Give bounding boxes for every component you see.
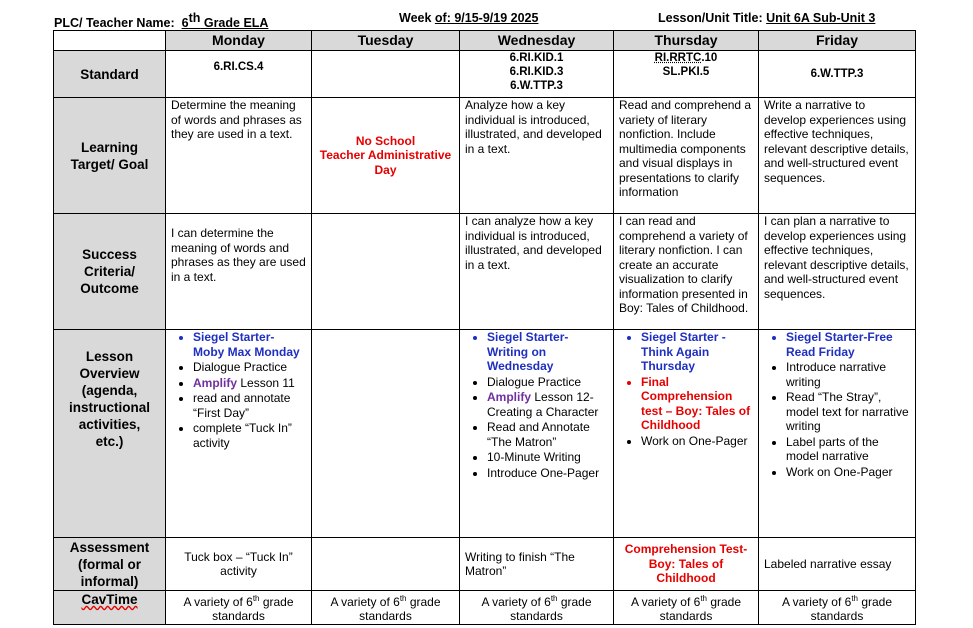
assessment-monday: Tuck box – “Tuck In” activity: [166, 538, 312, 591]
target-tuesday: No School Teacher Administrative Day: [312, 98, 460, 214]
list-item: • Introduce narrative writing: [786, 360, 910, 389]
week-of-line: Week of: 9/15-9/19 2025: [399, 11, 539, 25]
cavtime-label: CavTime: [54, 591, 166, 625]
standard-wednesday: 6.RI.KID.1 6.RI.KID.3 6.W.TTP.3: [460, 51, 614, 98]
success-criteria-label: Success Criteria/ Outcome: [54, 214, 166, 330]
plc-teacher-line: PLC/ Teacher Name: 6th Grade ELA: [54, 11, 269, 31]
success-friday: I can plan a narrative to develop experiences using effective techniques, relevant descriptive details, and well-structured event sequences.: [759, 214, 916, 330]
target-wednesday: Analyze how a key individual is introduced, illustrated, and developed in a text.: [460, 98, 614, 214]
standard-friday: 6.W.TTP.3: [759, 51, 916, 98]
cavtime-friday: A variety of 6th grade standards: [759, 591, 916, 625]
document-header: [0, 0, 973, 31]
assessment-thursday: Comprehension Test- Boy: Tales of Childhood: [614, 538, 759, 591]
learning-target-label: Learning Target/ Goal: [54, 98, 166, 214]
list-item: • Amplify Lesson 12- Creating a Character: [487, 390, 608, 419]
assessment-tuesday: [312, 538, 460, 591]
success-tuesday: [312, 214, 460, 330]
overview-friday: [759, 330, 916, 538]
standard-monday: 6.RI.CS.4: [166, 51, 312, 98]
list-item: • 10-Minute Writing: [487, 450, 608, 465]
success-thursday: I can read and comprehend a variety of literary nonfiction. I can create an accurate visualization to clarify information presented in Boy: Tales of Childhood.: [614, 214, 759, 330]
day-tuesday: Tuesday: [312, 31, 460, 51]
lesson-unit-title: Lesson/Unit Title: Unit 6A Sub-Unit 3: [658, 11, 876, 25]
target-thursday: Read and comprehend a variety of literary nonfiction. Include multimedia components and visual displays in presentations to clarify information: [614, 98, 759, 214]
list-item: • Read and Annotate “The Matron”: [487, 420, 608, 449]
learning-target-row: [54, 98, 916, 214]
cavtime-thursday: A variety of 6th grade standards: [614, 591, 759, 625]
list-item: • Dialogue Practice: [193, 360, 306, 375]
standard-row: [54, 51, 916, 98]
assessment-friday: Labeled narrative essay: [759, 538, 916, 591]
list-item: • complete “Tuck In” activity: [193, 421, 306, 450]
list-item: • Label parts of the model narrative: [786, 435, 910, 464]
standard-label: Standard: [54, 51, 166, 98]
target-monday: Determine the meaning of words and phrases as they are used in a text.: [166, 98, 312, 214]
assessment-label: Assessment (formal or informal): [54, 538, 166, 591]
overview-wednesday: [460, 330, 614, 538]
list-item: • Introduce One-Pager: [487, 466, 608, 481]
standard-thursday: RI.RRTC.10 SL.PKI.5: [614, 51, 759, 98]
standard-tuesday: [312, 51, 460, 98]
success-criteria-row: [54, 214, 916, 330]
list-item: • Siegel Starter - Think Again Thursday: [641, 330, 753, 374]
day-friday: Friday: [759, 31, 916, 51]
overview-thursday: [614, 330, 759, 538]
success-monday: I can determine the meaning of words and phrases as they are used in a text.: [166, 214, 312, 330]
overview-monday: [166, 330, 312, 538]
list-item: • Siegel Starter-Free Read Friday: [786, 330, 910, 359]
day-wednesday: Wednesday: [460, 31, 614, 51]
list-item: • Siegel Starter- Writing on Wednesday: [487, 330, 608, 374]
days-header-row: [54, 31, 916, 51]
lesson-overview-label: Lesson Overview (agenda, instructional activities, etc.): [54, 330, 166, 538]
list-item: • Amplify Lesson 11: [193, 376, 306, 391]
cavtime-row: [54, 591, 916, 625]
lesson-plan-table: [53, 30, 916, 625]
list-item: • Read “The Stray”, model text for narrative writing: [786, 390, 910, 434]
corner-cell: [54, 31, 166, 51]
overview-tuesday: [312, 330, 460, 538]
list-item: • Work on One-Pager: [641, 434, 753, 449]
assessment-wednesday: Writing to finish “The Matron”: [460, 538, 614, 591]
cavtime-wednesday: A variety of 6th grade standards: [460, 591, 614, 625]
list-item: • read and annotate “First Day”: [193, 391, 306, 420]
cavtime-tuesday: A variety of 6th grade standards: [312, 591, 460, 625]
assessment-row: [54, 538, 916, 591]
list-item: • Final Comprehension test – Boy: Tales of Childhood: [641, 375, 753, 433]
day-thursday: Thursday: [614, 31, 759, 51]
grade-title: 6th Grade ELA: [181, 11, 269, 31]
lesson-overview-row: [54, 330, 916, 538]
success-wednesday: I can analyze how a key individual is introduced, illustrated, and developed in a text.: [460, 214, 614, 330]
day-monday: Monday: [166, 31, 312, 51]
cavtime-monday: A variety of 6th grade standards: [166, 591, 312, 625]
target-friday: Write a narrative to develop experiences using effective techniques, relevant descriptive details, and well-structured event sequences.: [759, 98, 916, 214]
list-item: • Siegel Starter- Moby Max Monday: [193, 330, 306, 359]
list-item: • Work on One-Pager: [786, 465, 910, 480]
list-item: • Dialogue Practice: [487, 375, 608, 390]
